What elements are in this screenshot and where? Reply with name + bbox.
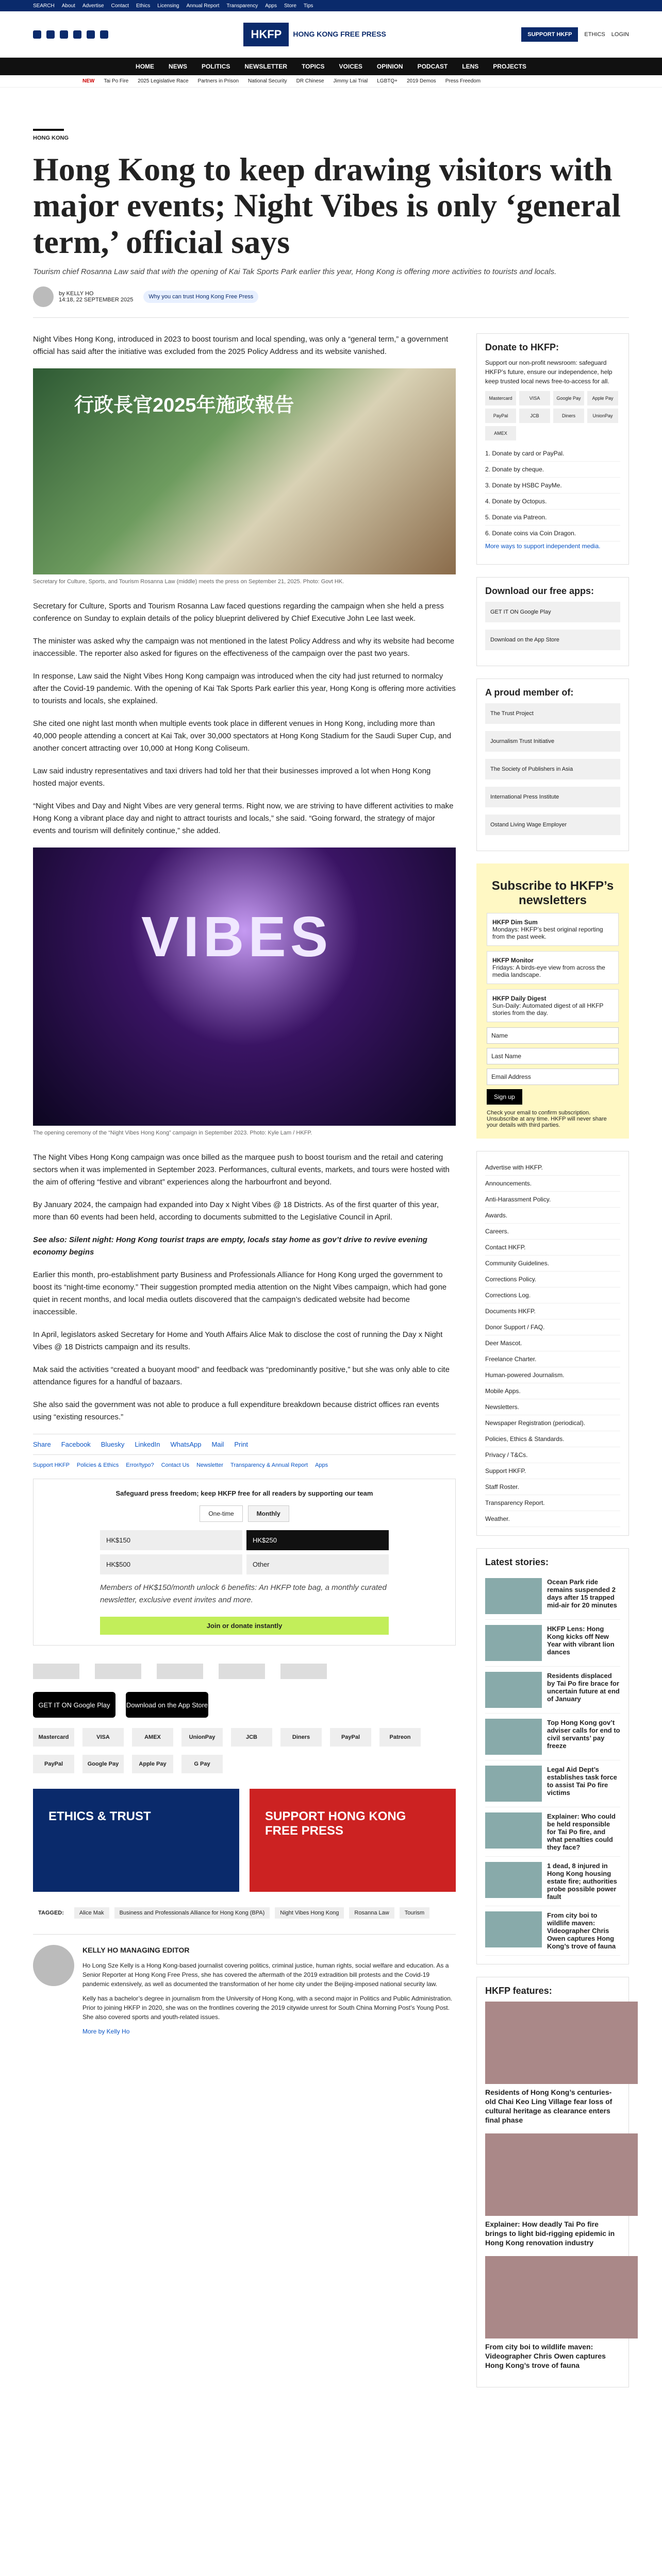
donate-method[interactable]: 5. Donate via Patreon. [485,510,620,526]
feature-item[interactable]: Residents of Hong Kong’s centuries-old Chai Keo Ling Village fear loss of cultural heritage as clearance enters final phase [485,2002,620,2125]
article-category[interactable]: HONG KONG [33,129,64,141]
card-logo: VISA [519,391,550,405]
payment-logo[interactable]: Patreon [379,1728,421,1747]
sidebar-heading: Download our free apps: [485,586,594,597]
card-logo: Apple Pay [587,391,618,405]
newsletter-option[interactable]: HKFP Daily Digest Sun-Daily: Automated digest of all HKFP stories from the day. [487,989,619,1022]
member-logo[interactable]: Journalism Trust Initiative [485,731,620,752]
share-mail[interactable]: Mail [211,1440,224,1449]
tag-list [33,1907,456,1919]
feature-item[interactable]: From city boi to wildlife maven: Videographer Chris Owen captures Hong Kong’s trove of fauna [485,2256,620,2370]
sidebar-link[interactable]: Human-powered Journalism. [485,1367,620,1383]
payment-logo[interactable]: AMEX [132,1728,173,1747]
payment-logo[interactable]: VISA [82,1728,124,1747]
author-bio [33,1934,456,2041]
legal-link[interactable]: Support HKFP [33,1462,70,1469]
tab-one-time[interactable]: One-time [200,1505,242,1522]
facebook-icon[interactable] [33,30,41,39]
app-store-badge[interactable]: Download on the App Store [485,630,620,650]
payment-methods [33,1728,456,1773]
member-logo[interactable]: The Trust Project [485,703,620,724]
topbar-link[interactable]: Ethics [136,3,151,9]
donate-method[interactable]: 2. Donate by cheque. [485,462,620,478]
topbar-link[interactable]: SEARCH [33,3,55,9]
sidebar-link[interactable]: Privacy / T&Cs. [485,1447,620,1463]
tag[interactable]: Business and Professionals Alliance for Hong Kong (BPA) [114,1907,270,1919]
sidebar-link[interactable]: Awards. [485,1208,620,1224]
publish-date: 14:18, 22 SEPTEMBER 2025 [59,297,134,303]
paragraph: Mak said the activities “created a buoyant mood” and feedback was “predominantly positive,” but she was only able to cite attendance figures for a handful of bazaars. [33,1365,450,1387]
sidebar-link[interactable]: Deer Mascot. [485,1335,620,1351]
name-input[interactable]: Name [487,1027,619,1044]
sidebar-link[interactable]: Freelance Charter. [485,1351,620,1367]
nav-item[interactable]: NEWS [169,63,188,70]
sidebar-apps [476,577,629,666]
nav-item[interactable]: VOICES [339,63,362,70]
member-logo[interactable] [219,1664,265,1679]
more-by-author-link[interactable]: More by Kelly Ho [82,2028,130,2036]
author-name[interactable]: by KELLY HO [59,291,94,297]
linkedin-icon[interactable] [100,30,108,39]
logo-mark: HKFP [243,23,289,46]
trending-link[interactable]: DR Chinese [296,78,324,84]
legal-link[interactable]: Newsletter [196,1462,224,1469]
paragraph: She also said the government was not able to produce a full expenditure breakdown because district offices ran events using “existing resources.” [33,1400,439,1422]
logo-text: HONG KONG FREE PRESS [293,29,386,38]
donate-method[interactable]: 4. Donate by Octopus. [485,494,620,510]
topbar [0,0,662,11]
paragraph: Law said industry representatives and taxi drivers had told her that their businesses improved a lot when Hong Kong hosted major events. [33,767,431,788]
member-logo[interactable]: Ostand Living Wage Employer [485,815,620,835]
sidebar-link[interactable]: Announcements. [485,1176,620,1192]
story-item[interactable]: Top Hong Kong gov’t adviser calls for end to civil servants’ pay freeze [485,1714,620,1760]
share-whatsapp[interactable]: WhatsApp [170,1440,202,1449]
article-title: Hong Kong to keep drawing visitors with major events; Night Vibes is only ‘general term,’ official says [33,151,621,260]
photo-sign-text: 行政長官2025年施政報告 [74,395,294,417]
youtube-icon[interactable] [73,30,81,39]
amount-option[interactable]: HK$150 [100,1530,242,1550]
member-logo[interactable]: International Press Institute [485,787,620,807]
payment-logo[interactable]: UnionPay [181,1728,223,1747]
sidebar-links [476,1151,629,1536]
paragraph: The minister was asked why the campaign was not mentioned in the latest Policy Address and why its website had become inaccessible. The reporter also asked for figures on the effectiveness of the campaign over the past two years. [33,637,455,658]
donate-heading: Safeguard press freedom; keep HKFP free for all readers by supporting our team [115,1489,373,1498]
nav-item[interactable]: PROJECTS [493,63,526,70]
instagram-icon[interactable] [60,30,68,39]
story-thumbnail [485,1578,542,1614]
ethics-link[interactable]: ETHICS [584,31,605,38]
nav-item[interactable]: POLITICS [202,63,230,70]
sidebar-link[interactable]: Corrections Policy. [485,1272,620,1287]
story-thumbnail [485,1911,542,1947]
payment-logo[interactable]: G Pay [181,1755,223,1773]
app-store-badge[interactable]: Download on the App Store [126,1692,208,1718]
x-icon[interactable] [46,30,55,39]
topbar-link[interactable]: Annual Report [186,3,220,9]
share-facebook[interactable]: Facebook [61,1440,91,1449]
member-logos [33,1661,456,1682]
trust-link[interactable]: Why you can trust Hong Kong Free Press [143,291,258,303]
card-logo: UnionPay [587,409,618,423]
sidebar-link[interactable]: Corrections Log. [485,1287,620,1303]
sidebar-link[interactable]: Weather. [485,1511,620,1527]
donate-method[interactable]: 3. Donate by HSBC PayMe. [485,478,620,494]
payment-logo[interactable]: Apple Pay [132,1755,173,1773]
tag[interactable]: Rosanna Law [349,1907,394,1919]
story-item[interactable]: From city boi to wildlife maven: Videographer Chris Owen captures Hong Kong’s trove of fauna [485,1906,620,1956]
nav-item[interactable]: NEWSLETTER [244,63,288,70]
story-item[interactable]: Residents displaced by Tai Po fire brace for uncertain future at end of January [485,1667,620,1714]
amount-option[interactable]: HK$250 [246,1530,389,1550]
legal-link[interactable]: Contact Us [161,1462,190,1469]
sidebar-link[interactable]: Documents HKFP. [485,1303,620,1319]
ethics-banner[interactable]: ETHICS & TRUST [33,1789,239,1892]
sidebar-link[interactable]: Advertise with HKFP. [485,1160,620,1176]
sidebar-link[interactable]: Newsletters. [485,1399,620,1415]
story-item[interactable]: Legal Aid Dept’s establishes task force to assist Tai Po fire victims [485,1760,620,1807]
topbar-link[interactable]: Store [284,3,296,9]
topbar-link[interactable]: Apps [265,3,277,9]
topbar-link[interactable]: Advertise [82,3,104,9]
tag[interactable]: Night Vibes Hong Kong [275,1907,344,1919]
topbar-link[interactable]: Tips [303,3,313,9]
sidebar-link[interactable]: Newspaper Registration (periodical). [485,1415,620,1431]
tag[interactable]: Tourism [400,1907,430,1919]
card-logo: AMEX [485,426,516,440]
sidebar-heading: Latest stories: [485,1557,549,1568]
trending-link[interactable]: 2019 Demos [406,78,436,84]
legal-link[interactable]: Policies & Ethics [76,1462,119,1469]
story-thumbnail [485,1766,542,1802]
paragraph: “Night Vibes and Day and Night Vibes are very general terms. Right now, we are striving to have different activities to make Hong Kong a vibrant place day and night to attract tourists and locals,” she said. “Going forward, the strategy of major events and tourism will definitely continue,” she added. [33,802,454,836]
nav-item[interactable]: PODCAST [417,63,448,70]
card-logo: Google Pay [553,391,584,405]
last-name-input[interactable]: Last Name [487,1048,619,1064]
sidebar-heading: HKFP features: [485,1986,552,1996]
nav-item[interactable]: OPINION [376,63,403,70]
story-thumbnail [485,1862,542,1898]
share-bar [33,1434,456,1455]
story-item[interactable]: Explainer: Who could be held responsible for Tai Po fire, and what penalties could they face? [485,1807,620,1857]
trending-link[interactable]: LGBTQ+ [377,78,398,84]
site-header [0,11,662,58]
amount-option[interactable]: Other [246,1554,389,1574]
paragraph: By January 2024, the campaign had expanded into Day x Night Vibes @ 18 Districts. As of the first quarter of this year, more than 60 events had been held, according to documents submitted to the Legislative Council in April. [33,1200,439,1222]
payment-logo[interactable]: PayPal [33,1755,74,1773]
payment-logo[interactable]: Google Pay [82,1755,124,1773]
topbar-link[interactable]: About [61,3,75,9]
trending-link[interactable]: Partners in Prison [197,78,239,84]
story-thumbnail [485,1625,542,1661]
sidebar-link[interactable]: Careers. [485,1224,620,1240]
author-avatar[interactable] [33,286,54,307]
share-print[interactable]: Print [234,1440,249,1449]
author-bio-avatar[interactable] [33,1945,74,1986]
story-thumbnail [485,1672,542,1708]
share-linkedin[interactable]: LinkedIn [135,1440,160,1449]
amount-option[interactable]: HK$500 [100,1554,242,1574]
tab-monthly[interactable]: Monthly [248,1505,289,1522]
sidebar-link[interactable]: Community Guidelines. [485,1256,620,1272]
payment-logo[interactable]: JCB [231,1728,272,1747]
newsletter-heading: Subscribe to HKFP’s newsletters [491,879,614,908]
nav-item[interactable]: HOME [136,63,155,70]
threads-icon[interactable] [87,30,95,39]
google-play-badge[interactable]: GET IT ON Google Play [485,602,620,622]
paragraph: The Night Vibes Hong Kong campaign was once billed as the marquee push to boost tourism and the retail and catering sectors when it was implemented in September 2023. Performances, cultural events, markets, and tours were hosted with the aim of offering “festive and vibrant” experiences along the harbourfront and beyond. [33,1153,450,1187]
story-item[interactable]: HKFP Lens: Hong Kong kicks off New Year with vibrant lion dances [485,1620,620,1667]
email-input[interactable]: Email Address [487,1069,619,1085]
main-nav [0,58,662,75]
feature-thumbnail [485,2133,638,2216]
sidebar-link[interactable]: Mobile Apps. [485,1383,620,1399]
article-body [33,333,456,2400]
photo-caption: The opening ceremony of the “Night Vibes Hong Kong” campaign in September 2023. Photo: Kyle Lam / HKFP. [33,1130,312,1137]
card-logo: JCB [519,409,550,423]
night-vibes-photo[interactable] [33,848,456,1126]
legal-links [33,1462,456,1468]
paragraph: In response, Law said the Night Vibes Hong Kong campaign was introduced when the city had just returned to normalcy after the Covid-19 pandemic. With the opening of Kai Tak Sports Park earlier this year, Hong Kong is offering more activities to tourists and locals, she explained. [33,672,456,706]
feature-item[interactable]: Explainer: How deadly Tai Po fire brings to light bid-rigging epidemic in Hong Kong renovation industry [485,2133,620,2248]
member-logo[interactable] [157,1664,203,1679]
photo-vibes-text: VIBES [141,905,333,969]
donate-method[interactable]: 1. Donate by card or PayPal. [485,446,620,462]
share-bluesky[interactable]: Bluesky [101,1440,125,1449]
paragraph: She cited one night last month when multiple events took place in different venues in Hong Kong, including more than 40,000 people attending a concert at Kai Tak, over 30,000 spectators at Hong Kong Stadium for the Saudi Super Cup, and another concert attracting over 10,000 at Hong Kong Coliseum. [33,719,452,753]
donate-text: Support our non-profit newsroom: safeguard HKFP’s future, ensure our independence, help keep trusted local news free-to-access for all. [485,359,613,385]
author-bio-role: MANAGING EDITOR [120,1946,190,1955]
story-thumbnail [485,1812,542,1849]
hkfp-features [476,1977,629,2387]
payment-logo[interactable]: Diners [280,1728,322,1747]
support-button[interactable]: SUPPORT HKFP [521,27,578,42]
sidebar-members [476,679,629,851]
social-icons [33,30,108,39]
photo-caption: Secretary for Culture, Sports, and Tourism Rosanna Law (middle) meets the press on September 21, 2025. Photo: Govt HK. [33,579,344,585]
tags-label: TAGGED: [38,1910,64,1917]
nav-item[interactable]: TOPICS [302,63,325,70]
sidebar-link[interactable]: Anti-Harassment Policy. [485,1192,620,1208]
legal-link[interactable]: Transparency & Annual Report [230,1462,308,1469]
signup-note: Check your email to confirm subscription. Unsubscribe at any time. HKFP will never share your details with third parties. [487,1110,607,1129]
sidebar-heading: Donate to HKFP: [485,342,559,353]
join-button[interactable]: Join or donate instantly [100,1617,389,1635]
promo-banners [33,1789,456,1892]
story-item[interactable]: Ocean Park ride remains suspended 2 days after 15 trapped mid-air for 20 minutes [485,1573,620,1620]
author-bio-text: Kelly has a bachelor’s degree in journalism from the University of Hong Kong, with a second major in Politics and Public Administration. Prior to joining HKFP in 2020, she was on the frontlines covering the 2019 citywide unrest for South China Morning Post’s Young Post. She also covered sports and youth-related issues. [82,1995,453,2021]
paragraph: Earlier this month, pro-establishment party Business and Professionals Alliance for Hong Kong urged the government to boost its “night-time economy.” Their suggestion prompted media attention on the Night Vibes campaign, which had gone quiet in recent months, and local media outlets discovered that the campaign’s dedicated website had become inaccessible. [33,1270,447,1317]
feature-thumbnail [485,2002,638,2084]
sidebar-link[interactable]: Donor Support / FAQ. [485,1319,620,1335]
author-bio-name[interactable]: KELLY HO [82,1946,119,1955]
trending-link[interactable]: Tai Po Fire [104,78,129,84]
site-logo[interactable] [243,23,386,46]
login-link[interactable]: LOGIN [611,31,629,38]
new-label: NEW [82,78,95,84]
latest-stories [476,1548,629,1964]
member-logo[interactable]: The Society of Publishers in Asia [485,759,620,779]
more-ways-link[interactable]: More ways to support independent media. [485,543,601,550]
card-logo: Mastercard [485,391,516,405]
newsletter-signup [476,863,629,1139]
sidebar-link[interactable]: Contact HKFP. [485,1240,620,1256]
support-banner[interactable]: SUPPORT HONG KONG FREE PRESS [250,1789,456,1892]
topbar-link[interactable]: Transparency [226,3,258,9]
trending-link[interactable]: National Security [248,78,287,84]
paragraph: Secretary for Culture, Sports and Tourism Rosanna Law faced questions regarding the campaign when she held a press conference on Sunday to explain details of the policy blueprint delivered by Chief Executive John Lee last week. [33,602,444,623]
paragraph: Night Vibes Hong Kong, introduced in 2023 to boost tourism and local spending, was only a “general term,” a government official has said after the initiative was excluded from the 2025 Policy Address and its website vanished. [33,335,449,357]
trending-bar [0,75,662,88]
newsletter-option[interactable]: HKFP Monitor Fridays: A birds-eye view from across the media landscape. [487,951,619,984]
newsletter-option[interactable]: HKFP Dim Sum Mondays: HKFP’s best original reporting from the past week. [487,913,619,946]
member-logo[interactable] [33,1664,79,1679]
card-logo: Diners [553,409,584,423]
byline [33,286,629,318]
nav-item[interactable]: LENS [462,63,479,70]
share-label: Share [33,1440,51,1449]
payment-logo[interactable]: PayPal [330,1728,371,1747]
donate-box [33,1479,456,1646]
legal-link[interactable]: Apps [315,1462,328,1469]
sidebar-link[interactable]: Policies, Ethics & Standards. [485,1431,620,1447]
topbar-link[interactable]: Licensing [157,3,179,9]
author-bio-text: Ho Long Sze Kelly is a Hong Kong-based journalist covering politics, criminal justice, human rights, social welfare and education. As a Senior Reporter at Hong Kong Free Press, she has covered the aftermath of the 2019 extradition bill protests and the Covid-19 pandemic extensively, as well as documented the transformation of her home city under the Beijing-imposed national security law. [82,1962,449,1988]
feature-thumbnail [485,2256,638,2338]
story-item[interactable]: 1 dead, 8 injured in Hong Kong housing estate fire; authorities probe possible power fault [485,1857,620,1906]
sidebar-heading: A proud member of: [485,687,574,698]
sidebar-link[interactable]: Transparency Report. [485,1495,620,1511]
press-conference-photo[interactable] [33,368,456,574]
membership-note: Members of HK$150/month unlock 6 benefits: An HKFP tote bag, a monthly curated newsletter, exclusive event invites and more. [100,1583,387,1605]
article-lede: Tourism chief Rosanna Law said that with the opening of Kai Tak Sports Park earlier this year, Hong Kong is offering more activities to tourists and locals. [33,267,557,277]
story-thumbnail [485,1719,542,1755]
member-logo[interactable] [95,1664,141,1679]
see-also-link[interactable]: See also: Silent night: Hong Kong tourist traps are empty, locals stay home as gov’t drive to revive evening economy begins [33,1235,427,1257]
google-play-badge[interactable]: GET IT ON Google Play [33,1692,115,1718]
trending-link[interactable]: 2025 Legislative Race [138,78,189,84]
trending-link[interactable]: Jimmy Lai Trial [333,78,368,84]
app-badges [33,1692,456,1718]
topbar-link[interactable]: Contact [111,3,129,9]
tag[interactable]: Alice Mak [74,1907,109,1919]
sidebar-donate [476,333,629,565]
payment-logo[interactable]: Mastercard [33,1728,74,1747]
card-logo: PayPal [485,409,516,423]
sidebar [476,333,629,2400]
member-logo[interactable] [280,1664,327,1679]
trending-link[interactable]: Press Freedom [445,78,481,84]
signup-button[interactable]: Sign up [487,1089,522,1105]
legal-link[interactable]: Error/typo? [126,1462,154,1469]
paragraph: In April, legislators asked Secretary for Home and Youth Affairs Alice Mak to disclose the cost of running the Day x Night Vibes @ 18 Districts campaign and its results. [33,1330,443,1352]
sidebar-link[interactable]: Support HKFP. [485,1463,620,1479]
sidebar-link[interactable]: Staff Roster. [485,1479,620,1495]
donate-method[interactable]: 6. Donate coins via Coin Dragon. [485,526,620,541]
